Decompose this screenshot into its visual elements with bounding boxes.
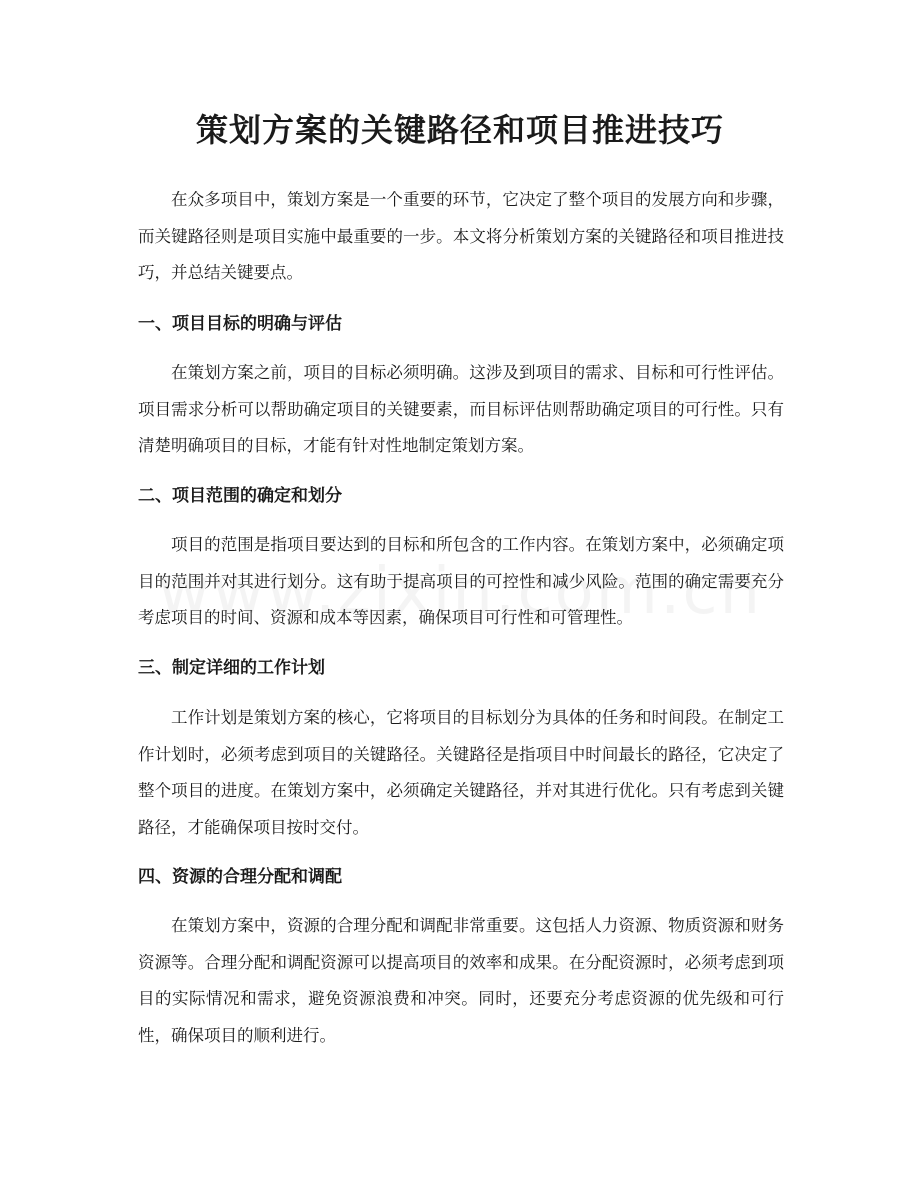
section-2-heading: 二、项目范围的确定和划分 [138,486,342,506]
document-title: 策划方案的关键路径和项目推进技巧 [195,111,724,149]
section-1-body: 在策划方案之前，项目的目标必须明确。这涉及到项目的需求、目标和可行性评估。项目需求分析可以帮助确定项目的关键要素，而目标评估则帮助确定项目的可行性。只有清楚明确项目的目标，才能有针对性地制定策划方案。 [138,363,784,455]
section-1-heading: 一、项目目标的明确与评估 [138,314,342,334]
section-2-body: 项目的范围是指项目要达到的目标和所包含的工作内容。在策划方案中，必须确定项目的范围并对其进行划分。这有助于提高项目的可控性和减少风险。范围的确定需要充分考虑项目的时间、资源和成本等因素，确保项目可行性和可管理性。 [138,535,784,627]
section-3-heading: 三、制定详细的工作计划 [138,658,325,678]
intro-paragraph: 在众多项目中，策划方案是一个重要的环节，它决定了整个项目的发展方向和步骤，而关键路径则是项目实施中最重要的一步。本文将分析策划方案的关键路径和项目推进技巧，并总结关键要点。 [138,190,784,282]
section-4-heading: 四、资源的合理分配和调配 [138,867,342,887]
section-4-body: 在策划方案中，资源的合理分配和调配非常重要。这包括人力资源、物质资源和财务资源等。合理分配和调配资源可以提高项目的效率和成果。在分配资源时，必须考虑到项目的实际情况和需求，避免资源浪费和冲突。同时，还要充分考虑资源的优先级和可行性，确保项目的顺利进行。 [138,916,784,1045]
section-3-body: 工作计划是策划方案的核心，它将项目的目标划分为具体的任务和时间段。在制定工作计划时，必须考虑到项目的关键路径。关键路径是指项目中时间最长的路径，它决定了整个项目的进度。在策划方案中，必须确定关键路径，并对其进行优化。只有考虑到关键路径，才能确保项目按时交付。 [138,708,784,837]
